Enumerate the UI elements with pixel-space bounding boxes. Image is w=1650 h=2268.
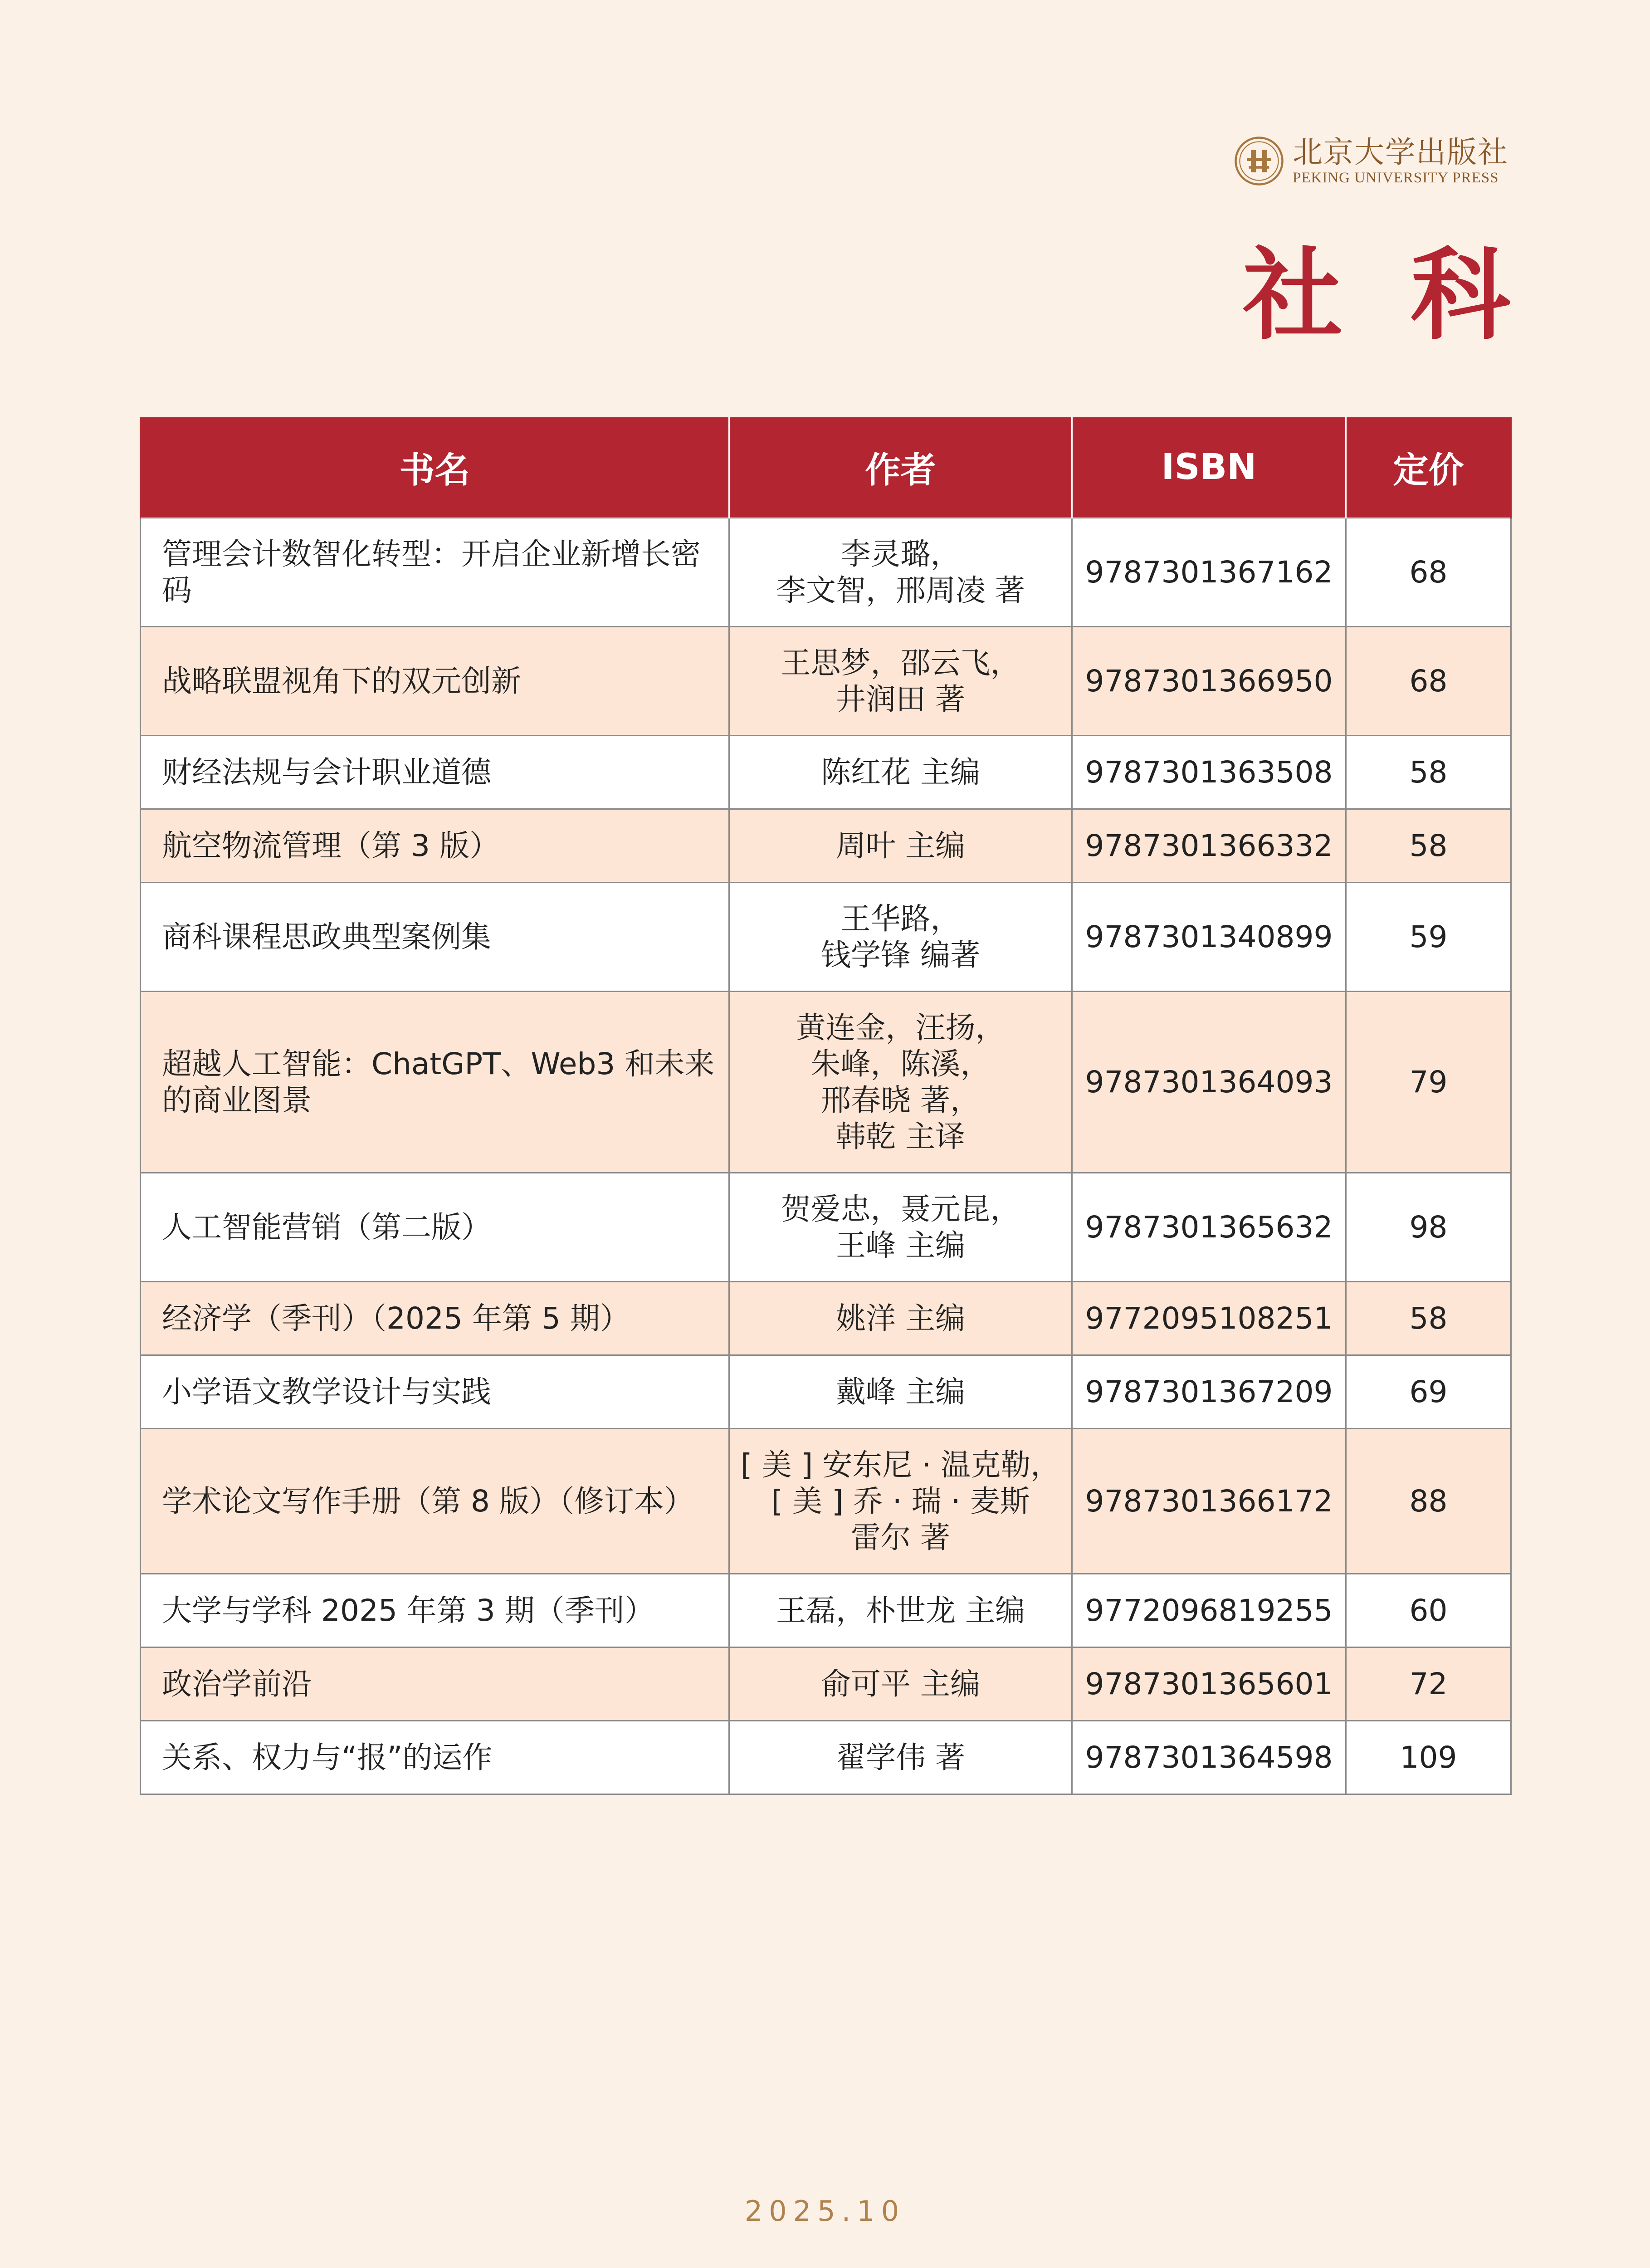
book-authors <box>729 1647 1072 1721</box>
book-title: 大学与学科 2025 年第 3 期（季刊） <box>141 1574 729 1647</box>
table-row <box>141 1647 1511 1721</box>
book-price: 69 <box>1346 1355 1511 1429</box>
book-isbn: 9787301366950 <box>1072 627 1346 736</box>
book-table <box>140 417 1512 1795</box>
book-isbn: 9772096819255 <box>1072 1574 1346 1647</box>
table-row <box>141 736 1511 809</box>
table-row <box>141 1574 1511 1647</box>
table-header-row <box>141 417 1511 518</box>
book-isbn: 9772095108251 <box>1072 1282 1346 1355</box>
book-price: 58 <box>1346 1282 1511 1355</box>
book-title: 小学语文教学设计与实践 <box>141 1355 729 1429</box>
book-isbn: 9787301365632 <box>1072 1173 1346 1282</box>
author-line: 王华路， <box>840 901 961 936</box>
book-isbn: 9787301364093 <box>1072 992 1346 1173</box>
book-price: 88 <box>1346 1429 1511 1574</box>
author-line: [ 美 ] 安东尼 · 温克勒， <box>740 1447 1061 1482</box>
book-price: 68 <box>1346 518 1511 627</box>
author-line: 王思梦，邵云飞， <box>781 645 1020 680</box>
book-price: 72 <box>1346 1647 1511 1721</box>
section-title: 社科 <box>1242 236 1578 353</box>
book-isbn: 9787301367209 <box>1072 1355 1346 1429</box>
book-title: 财经法规与会计职业道德 <box>141 736 729 809</box>
header-title: 书名 <box>141 417 729 518</box>
book-price: 109 <box>1346 1721 1511 1794</box>
author-line: 李灵璐， <box>840 536 961 572</box>
author-line: 黄连金，汪扬， <box>796 1010 1006 1045</box>
author-line: 李文智，邢周凌 著 <box>776 572 1025 608</box>
author-line: 翟学伟 著 <box>836 1740 965 1775</box>
book-isbn: 9787301363508 <box>1072 736 1346 809</box>
table-row <box>141 992 1511 1173</box>
author-line: 俞可平 主编 <box>821 1666 980 1701</box>
author-line: 贺爱忠，聂元昆， <box>781 1191 1020 1227</box>
author-line: 陈红花 主编 <box>821 754 980 790</box>
book-title: 关系、权力与“报”的运作 <box>141 1721 729 1794</box>
book-authors <box>729 992 1072 1173</box>
author-line: 姚洋 主编 <box>836 1300 965 1336</box>
book-rows <box>141 518 1511 1794</box>
book-authors <box>729 1282 1072 1355</box>
author-line: 王峰 主编 <box>836 1227 965 1263</box>
author-line: 周叶 主编 <box>836 828 965 863</box>
book-isbn: 9787301364598 <box>1072 1721 1346 1794</box>
book-authors <box>729 1574 1072 1647</box>
book-authors <box>729 518 1072 627</box>
book-price: 98 <box>1346 1173 1511 1282</box>
footer-date: 2025.10 <box>744 2195 906 2228</box>
author-line: 朱峰，陈溪， <box>810 1046 991 1081</box>
book-price: 59 <box>1346 883 1511 992</box>
book-title: 航空物流管理（第 3 版） <box>141 809 729 883</box>
book-title: 超越人工智能：ChatGPT、Web3 和未来的商业图景 <box>141 992 729 1173</box>
book-title: 人工智能营销（第二版） <box>141 1173 729 1282</box>
book-authors <box>729 1173 1072 1282</box>
table-row <box>141 1355 1511 1429</box>
book-authors <box>729 809 1072 883</box>
book-isbn: 9787301366332 <box>1072 809 1346 883</box>
header-author: 作者 <box>729 417 1072 518</box>
book-title: 战略联盟视角下的双元创新 <box>141 627 729 736</box>
table-row <box>141 518 1511 627</box>
table-row <box>141 1429 1511 1574</box>
author-line: 韩乾 主译 <box>836 1119 965 1154</box>
logo-english-name: PEKING UNIVERSITY PRESS <box>1293 170 1499 186</box>
book-authors <box>729 1355 1072 1429</box>
table-row <box>141 883 1511 992</box>
book-isbn: 9787301367162 <box>1072 518 1346 627</box>
book-price: 60 <box>1346 1574 1511 1647</box>
table-row <box>141 1282 1511 1355</box>
book-price: 58 <box>1346 809 1511 883</box>
logo-chinese-name: 北京大学出版社 <box>1293 135 1508 170</box>
author-line: 邢春晓 著， <box>821 1082 980 1118</box>
table-row <box>141 1721 1511 1794</box>
book-authors <box>729 736 1072 809</box>
author-line: 戴峰 主编 <box>836 1374 965 1409</box>
book-price: 79 <box>1346 992 1511 1173</box>
book-isbn: 9787301365601 <box>1072 1647 1346 1721</box>
author-line: 钱学锋 编著 <box>821 937 980 973</box>
book-price: 58 <box>1346 736 1511 809</box>
book-isbn: 9787301340899 <box>1072 883 1346 992</box>
book-authors <box>729 1429 1072 1574</box>
book-authors <box>729 1721 1072 1794</box>
header-price: 定价 <box>1346 417 1511 518</box>
book-price: 68 <box>1346 627 1511 736</box>
book-title: 管理会计数智化转型：开启企业新增长密码 <box>141 518 729 627</box>
book-title: 经济学（季刊）（2025 年第 5 期） <box>141 1282 729 1355</box>
author-line: 井润田 著 <box>836 681 965 717</box>
book-title: 学术论文写作手册（第 8 版）（修订本） <box>141 1429 729 1574</box>
book-isbn: 9787301366172 <box>1072 1429 1346 1574</box>
author-line: 王磊，朴世龙 主编 <box>776 1593 1025 1628</box>
table-row <box>141 627 1511 736</box>
table-row <box>141 1173 1511 1282</box>
publisher-logo <box>1234 132 1515 191</box>
header-isbn: ISBN <box>1072 417 1346 518</box>
table-row <box>141 809 1511 883</box>
book-authors <box>729 883 1072 992</box>
peking-university-emblem-icon <box>1234 136 1284 186</box>
book-title: 政治学前沿 <box>141 1647 729 1721</box>
book-authors <box>729 627 1072 736</box>
book-title: 商科课程思政典型案例集 <box>141 883 729 992</box>
author-line: [ 美 ] 乔 · 瑞 · 麦斯 <box>771 1483 1030 1519</box>
author-line: 雷尔 著 <box>851 1520 950 1555</box>
